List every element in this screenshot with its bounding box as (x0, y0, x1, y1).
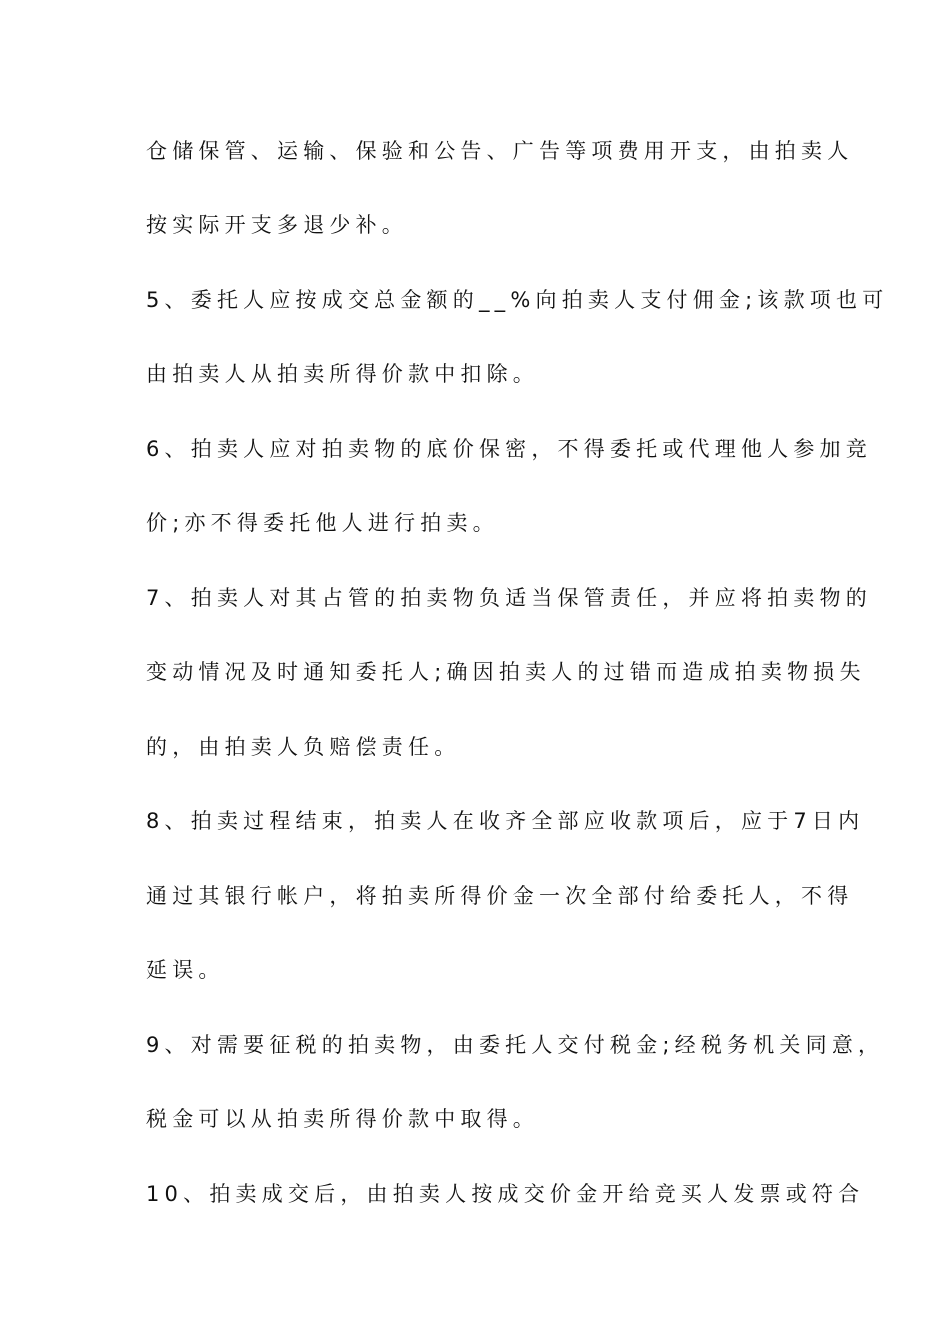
text-line: 价;亦不得委托他人进行拍卖。 (146, 511, 499, 535)
text-line: 延误。 (146, 958, 225, 982)
text-line: 税金可以从拍卖所得价款中取得。 (146, 1107, 539, 1131)
text-line: 5、委托人应按成交总金额的__%向拍卖人支付佣金;该款项也可 (146, 288, 889, 312)
text-line: 7、拍卖人对其占管的拍卖物负适当保管责任，并应将拍卖物的 (146, 586, 872, 610)
text-line: 10、拍卖成交后，由拍卖人按成交价金开给竞买人发票或符合 (146, 1182, 865, 1206)
text-line: 8、拍卖过程结束，拍卖人在收齐全部应收款项后，应于7日内 (146, 809, 865, 833)
text-line: 由拍卖人从拍卖所得价款中扣除。 (146, 362, 539, 386)
text-line: 9、对需要征税的拍卖物，由委托人交付税金;经税务机关同意， (146, 1033, 885, 1057)
text-line: 通过其银行帐户，将拍卖所得价金一次全部付给委托人，不得 (146, 884, 854, 908)
text-line: 变动情况及时通知委托人;确因拍卖人的过错而造成拍卖物损失 (146, 660, 866, 684)
text-line: 仓储保管、运输、保验和公告、广告等项费用开支，由拍卖人 (146, 139, 854, 163)
text-line: 6、拍卖人应对拍卖物的底价保密，不得委托或代理他人参加竞 (146, 437, 872, 461)
text-line: 按实际开支多退少补。 (146, 213, 408, 237)
text-line: 的，由拍卖人负赔偿责任。 (146, 735, 461, 759)
